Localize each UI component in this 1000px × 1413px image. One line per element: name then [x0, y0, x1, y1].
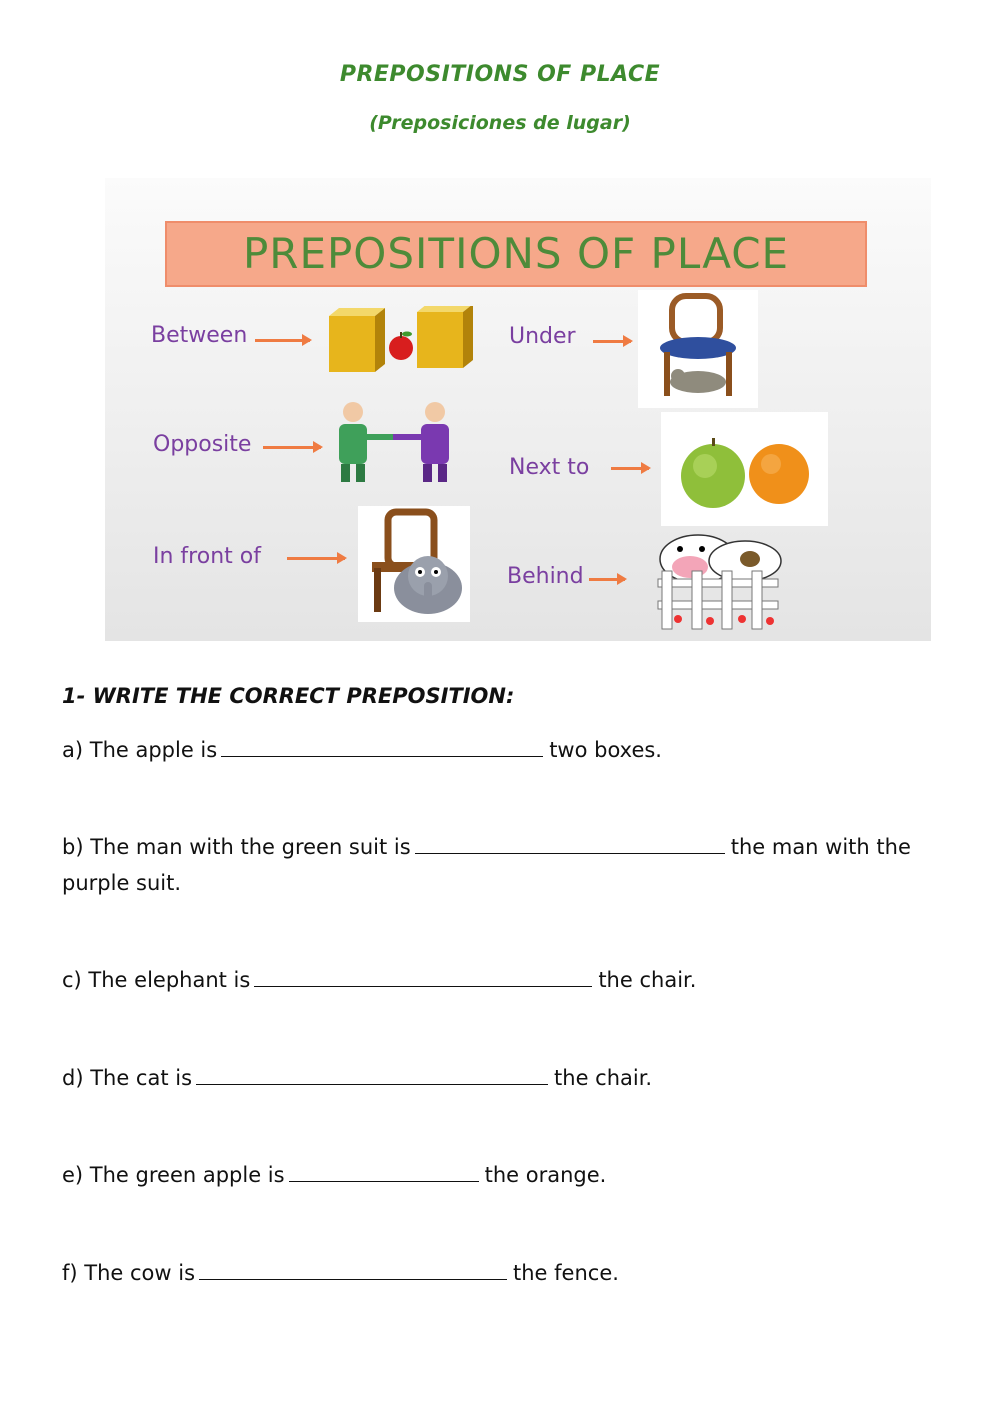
- arrow-icon: [611, 467, 649, 470]
- label-under: Under: [509, 324, 576, 349]
- exercise-item-d: [62, 1060, 942, 1096]
- answer-blank[interactable]: [254, 964, 592, 987]
- exercise-item-c: [62, 962, 942, 998]
- item-text: a) The apple is: [62, 738, 218, 762]
- label-behind: Behind: [507, 564, 584, 589]
- item-text: f) The cow is: [62, 1261, 196, 1285]
- page-title: PREPOSITIONS OF PLACE: [339, 62, 661, 87]
- item-text: the orange.: [484, 1163, 607, 1187]
- two-men-pointing-picture: [323, 400, 463, 486]
- label-opposite: Opposite: [153, 432, 252, 457]
- arrow-icon: [255, 339, 310, 342]
- item-text: b) The man with the green suit is: [62, 835, 411, 859]
- arrow-icon: [263, 446, 321, 449]
- item-text: the chair.: [598, 968, 697, 992]
- two-boxes-apple-picture: [323, 306, 478, 376]
- arrow-icon: [287, 557, 345, 560]
- item-text: the man with the purple suit.: [62, 835, 911, 895]
- answer-blank[interactable]: [221, 734, 543, 757]
- page-subtitle: (Preposiciones de lugar): [369, 112, 631, 134]
- label-between: Between: [151, 323, 248, 348]
- exercise-title: 1- WRITE THE CORRECT PREPOSITION:: [62, 684, 515, 708]
- answer-blank[interactable]: [196, 1062, 548, 1085]
- poster-banner: PREPOSITIONS OF PLACE: [165, 221, 867, 287]
- item-text: e) The green apple is: [62, 1163, 285, 1187]
- cow-fence-picture: [650, 531, 785, 636]
- exercise-item-b: [62, 829, 942, 901]
- item-text: c) The elephant is: [62, 968, 251, 992]
- arrow-icon: [589, 578, 625, 581]
- item-text: the chair.: [554, 1066, 653, 1090]
- chair-cat-picture: [638, 290, 758, 408]
- item-text: two boxes.: [549, 738, 662, 762]
- elephant-chair-picture: [358, 506, 470, 622]
- answer-blank[interactable]: [289, 1159, 479, 1182]
- prepositions-poster: [105, 178, 931, 641]
- arrow-icon: [593, 340, 631, 343]
- item-text: d) The cat is: [62, 1066, 193, 1090]
- green-apple-orange-picture: [661, 412, 828, 526]
- exercise-item-e: [62, 1157, 942, 1193]
- answer-blank[interactable]: [415, 831, 725, 854]
- answer-blank[interactable]: [199, 1257, 507, 1280]
- label-in-front-of: In front of: [153, 544, 261, 569]
- label-next-to: Next to: [509, 455, 590, 480]
- exercise-item-a: [62, 732, 942, 768]
- exercise-item-f: [62, 1255, 942, 1291]
- item-text: the fence.: [513, 1261, 619, 1285]
